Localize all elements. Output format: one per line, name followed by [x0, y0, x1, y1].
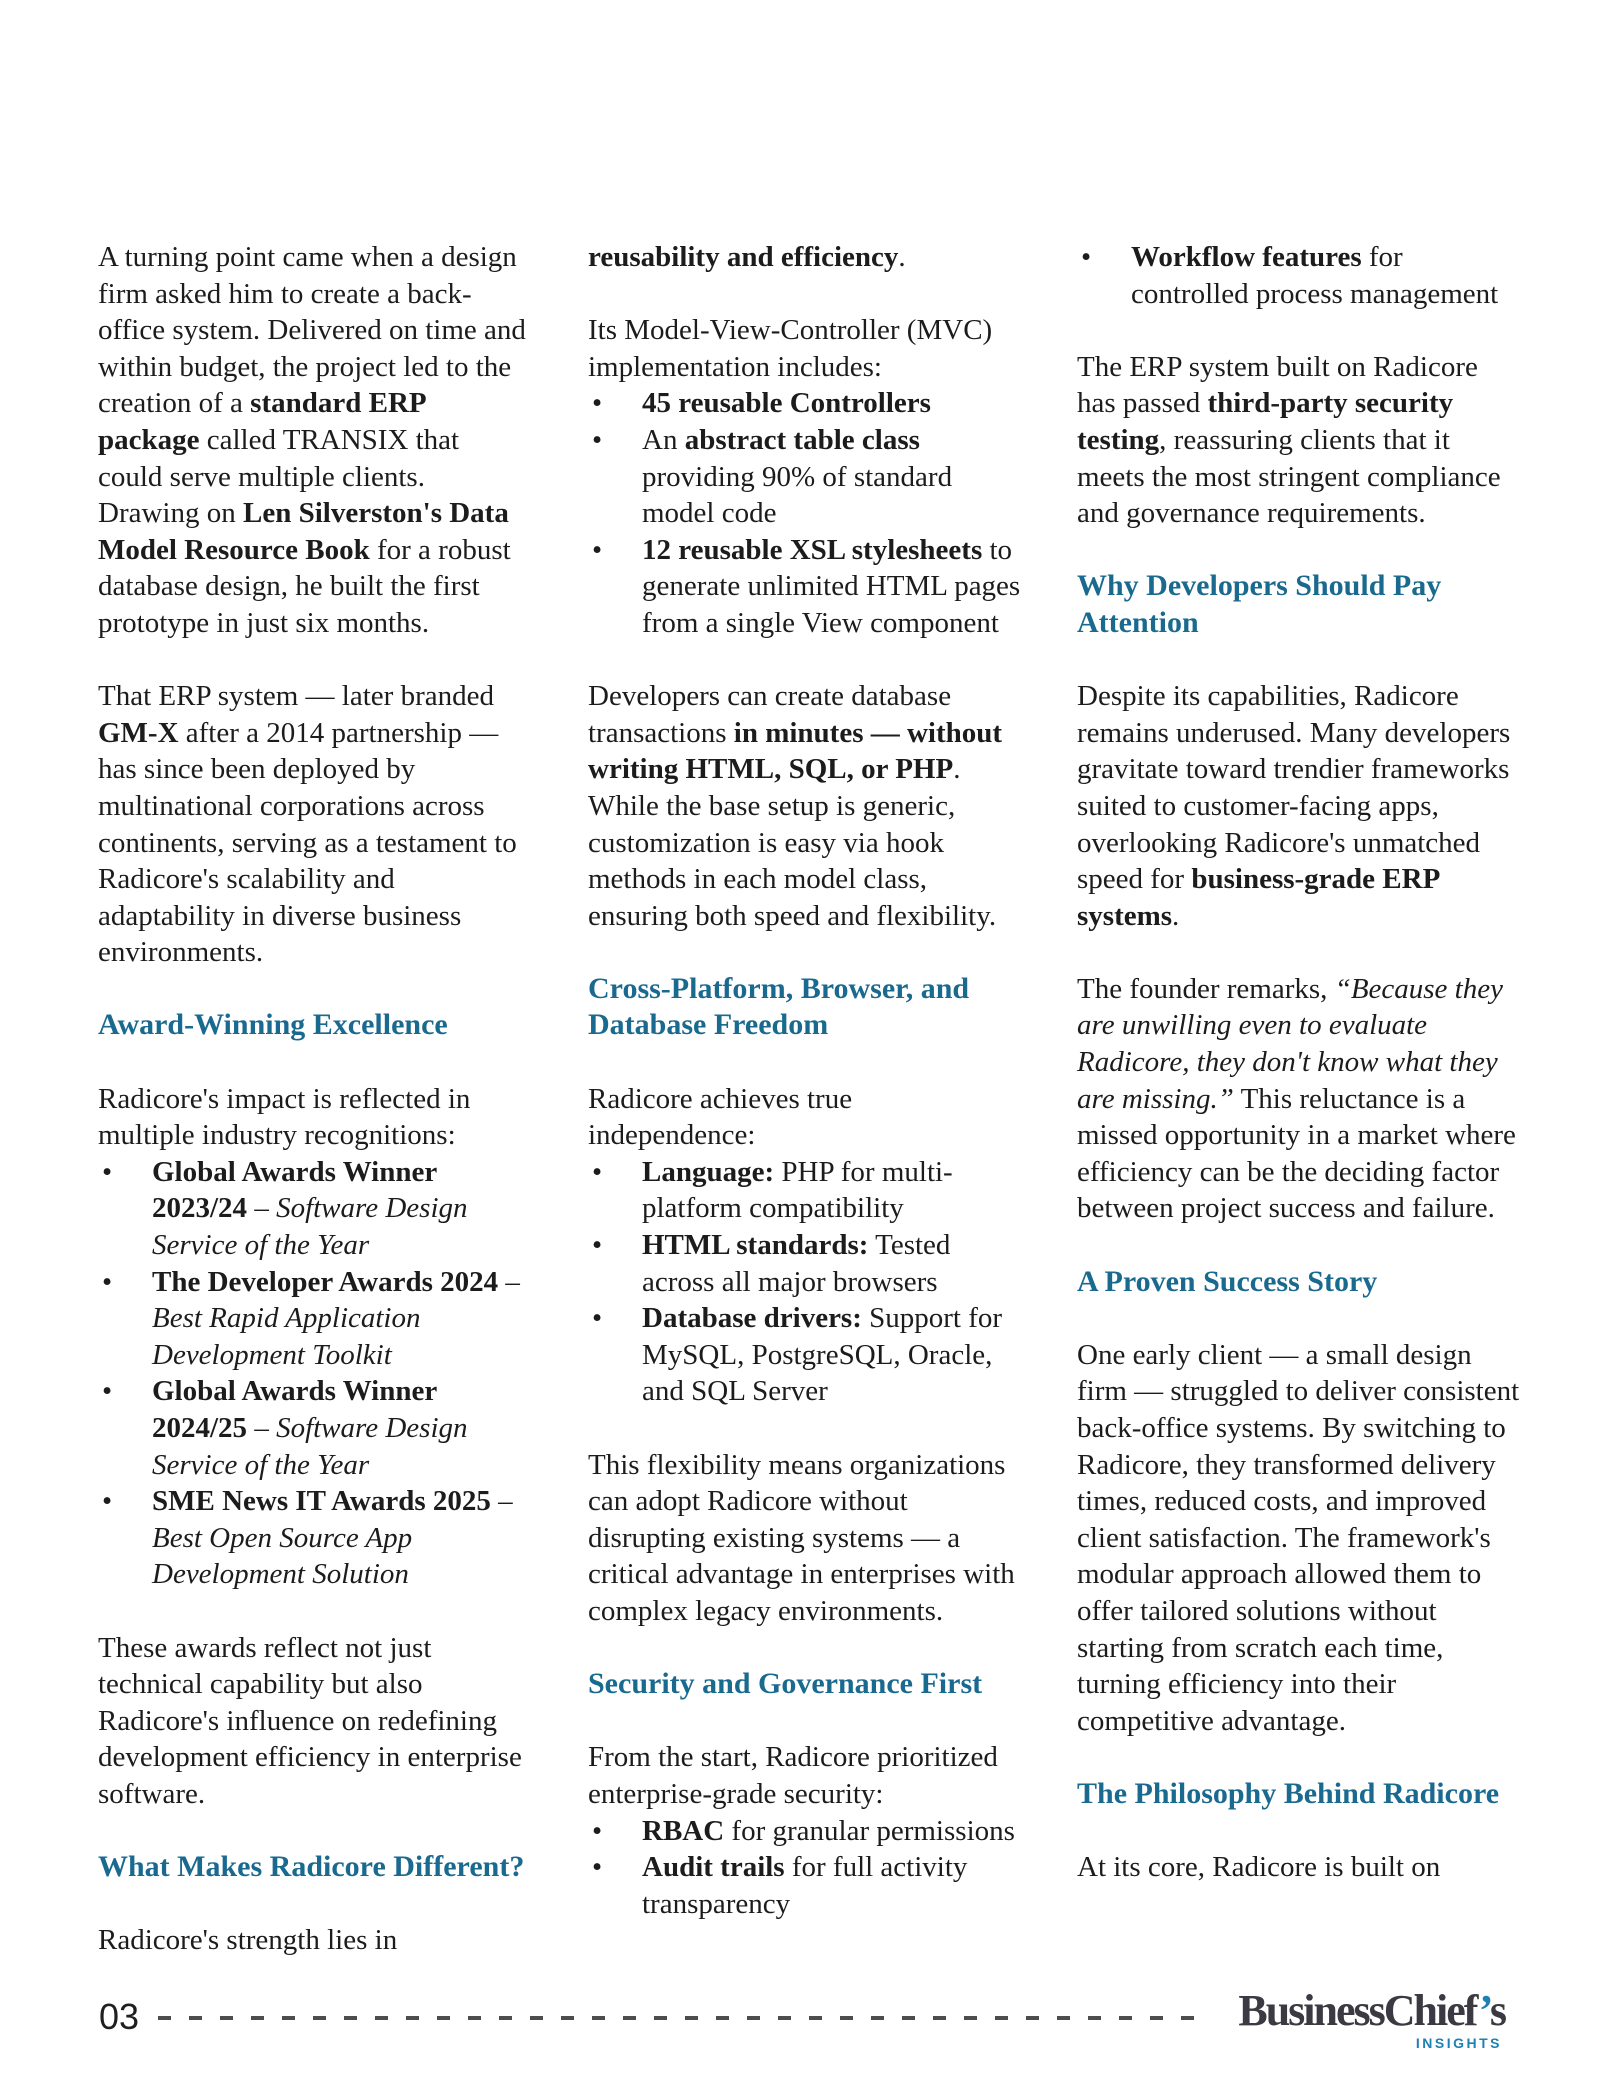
list-item	[588, 1813, 1024, 1850]
brand-wordmark	[1238, 1988, 1505, 2034]
bullet-icon: •	[592, 1302, 603, 1335]
bullet-icon: •	[592, 1814, 603, 1847]
text-run: Global Awards Winner 2023/24	[152, 1155, 437, 1225]
paragraph: Radicore achieves true independence:	[588, 1082, 853, 1152]
bullet-icon: •	[102, 1375, 113, 1408]
text-run: GM-X	[98, 716, 179, 749]
list-item-text	[642, 1229, 950, 1298]
text-run: RBAC	[642, 1814, 725, 1847]
text-run: An	[642, 423, 685, 456]
paragraph: At its core, Radicore is built on	[1077, 1851, 1441, 1884]
text-run: Support for MySQL, PostgreSQL, Oracle, and SQL Server	[642, 1302, 1003, 1408]
text-run: after a 2014 partnership — has since been deployed by multinational corporations across continents, serving as a testament to Radicore's scalability and adaptability in diverse business environments.	[98, 716, 517, 969]
list-item-text	[1131, 241, 1498, 310]
awards-bullet-list	[98, 1154, 528, 1593]
paragraph: One early client — a small design firm — struggled to deliver consistent back-office systems. By switching to Radicore, they transformed delivery times, reduced costs, and improved client satisfaction. The framework's modular approach allowed them to offer tailored solutions without starting from scratch each time, turning efficiency into their competitive advantage.	[1077, 1338, 1520, 1737]
paragraph	[588, 239, 1024, 276]
brand-wordmark-prefix: BusinessChief	[1238, 1986, 1479, 2035]
bullet-icon: •	[592, 423, 603, 456]
list-item-text	[152, 1266, 520, 1371]
list-item-text	[152, 1375, 468, 1480]
bullet-icon: •	[592, 387, 603, 420]
paragraph	[1077, 971, 1520, 1227]
list-item-text	[152, 1485, 513, 1590]
text-run: business-grade ERP systems	[1077, 863, 1439, 932]
bullet-icon: •	[102, 1485, 113, 1518]
text-run: Despite its capabilities, Radicore remains underused. Many developers gravitate toward trendier frameworks suited to customer-facing apps, overlooking Radicore's unmatched speed for	[1077, 680, 1511, 896]
text-run: Software Design Service of the Year	[152, 1192, 468, 1262]
text-run: for granular permissions	[724, 1814, 1015, 1847]
text-run: , reassuring clients that it meets the most stringent compliance and governance requirements.	[1077, 423, 1501, 530]
bullet-icon: •	[592, 1229, 603, 1262]
mvc-bullet-list	[588, 385, 1024, 641]
text-run: Global Awards Winner 2024/25	[152, 1375, 437, 1444]
list-item	[588, 422, 1024, 532]
text-run: SME News IT Awards 2025	[152, 1485, 491, 1518]
text-run: HTML standards:	[642, 1229, 869, 1262]
article-column-right	[1077, 239, 1520, 1996]
text-run: The ERP system built on Radicore has passed	[1077, 350, 1478, 420]
list-item	[98, 1264, 528, 1374]
text-run: in minutes — without writing HTML, SQL, or PHP	[588, 716, 1003, 786]
brand-apostrophe: ’	[1478, 1986, 1490, 2035]
paragraph	[98, 678, 528, 971]
text-run: –	[247, 1412, 277, 1444]
text-run: 12 reusable XSL stylesheets	[642, 533, 983, 566]
page-number: 03	[99, 1996, 140, 2037]
list-item	[98, 1154, 528, 1264]
text-run: Developers can create database transactions	[588, 680, 952, 749]
list-item-text	[642, 534, 1020, 639]
text-run: Language:	[642, 1155, 775, 1188]
text-run: for a robust database design, he built the first prototype in just six months.	[98, 533, 511, 639]
brand-tagline: INSIGHTS	[1415, 2035, 1502, 2051]
section-heading-success-story: A Proven Success Story	[1077, 1264, 1378, 1298]
bullet-icon: •	[1081, 241, 1092, 273]
list-item-text	[642, 1302, 1002, 1407]
text-run: reusability and efficiency	[588, 241, 899, 273]
paragraph: These awards reflect not just technical capability but also Radicore's influence on redefining development efficiency in enterprise software.	[98, 1631, 522, 1810]
text-run: That ERP system — later branded	[98, 680, 494, 713]
text-run: Software Design Service of the Year	[152, 1412, 468, 1481]
text-run: abstract table class	[684, 423, 920, 456]
text-run: Database drivers:	[642, 1302, 862, 1335]
text-run: for controlled process management	[1131, 241, 1499, 310]
text-run: to generate unlimited HTML pages from a single View component	[642, 533, 1021, 639]
footer-dashed-divider	[158, 2016, 1205, 2020]
text-run: for full activity transparency	[642, 1851, 968, 1920]
paragraph	[98, 239, 528, 642]
list-item-text	[642, 1156, 953, 1225]
list-item	[98, 1373, 528, 1483]
paragraph	[1077, 349, 1520, 532]
text-run: standard ERP package	[98, 387, 426, 456]
text-run: –	[498, 1265, 520, 1298]
brand-logo	[1238, 1988, 1505, 2051]
text-run: “Because they are unwilling even to evaluate Radicore, they don't know what they are missing.”	[1077, 972, 1503, 1115]
list-item	[588, 1154, 1024, 1227]
article-column-left	[98, 239, 528, 1996]
text-run: Audit trails	[642, 1851, 785, 1884]
list-item-text	[642, 424, 952, 529]
article-columns	[98, 239, 1520, 1996]
list-item	[588, 1227, 1024, 1300]
list-item	[98, 1483, 528, 1593]
section-heading-cross-platform: Cross-Platform, Browser, and Database Freedom	[588, 971, 970, 1042]
bullet-icon: •	[592, 533, 603, 566]
section-heading-security: Security and Governance First	[588, 1667, 983, 1701]
list-item-text	[152, 1156, 468, 1261]
text-run: providing 90% of standard model code	[642, 460, 953, 530]
article-column-middle	[588, 239, 1024, 1996]
paragraph: This flexibility means organizations can adopt Radicore without disrupting existing systems — a critical advantage in enterprises with complex legacy environments.	[588, 1448, 1015, 1627]
text-run: . While the base setup is generic, customization is easy via hook methods in each model class, ensuring both speed and flexibility.	[588, 753, 997, 932]
paragraph: Its Model-View-Controller (MVC) implementation includes:	[588, 314, 993, 383]
bullet-icon: •	[102, 1265, 113, 1298]
independence-bullet-list	[588, 1154, 1024, 1410]
text-run: PHP for multi-platform compatibility	[642, 1155, 953, 1225]
text-run: Best Rapid Application Development Toolkit	[152, 1302, 421, 1371]
text-run: This reluctance is a missed opportunity in a market where efficiency can be the deciding factor between project success and failure.	[1077, 1082, 1516, 1225]
text-run: Workflow features	[1131, 241, 1362, 273]
paragraph	[588, 678, 1024, 934]
text-run: Len Silverston's Data Model Resource Book	[98, 497, 509, 566]
section-heading-different: What Makes Radicore Different?	[98, 1850, 525, 1884]
list-item-text	[642, 1815, 1015, 1847]
bullet-icon: •	[102, 1155, 113, 1188]
text-run: The founder remarks,	[1077, 972, 1335, 1005]
bullet-icon: •	[592, 1851, 603, 1884]
workflow-bullet-list	[1077, 239, 1520, 312]
paragraph: From the start, Radicore prioritized enterprise-grade security:	[588, 1741, 998, 1810]
security-bullet-list	[588, 1813, 1024, 1923]
text-run: A turning point came when a design firm asked him to create a back-office system. Delivered on time and within budget, the project led to the creation of a	[98, 241, 526, 420]
brand-wordmark-suffix: s	[1489, 1986, 1505, 2035]
text-run: 45 reusable Controllers	[642, 387, 931, 420]
paragraph: Radicore's impact is reflected in multiple industry recognitions:	[98, 1082, 471, 1152]
text-run: called TRANSIX that could serve multiple clients. Drawing on	[98, 423, 460, 530]
bullet-icon: •	[592, 1155, 603, 1188]
list-item	[588, 1849, 1024, 1922]
text-run: .	[898, 241, 906, 273]
text-run: third-party security testing	[1077, 387, 1454, 456]
text-run: –	[247, 1192, 277, 1225]
paragraph	[1077, 678, 1520, 934]
text-run: Tested across all major browsers	[642, 1229, 951, 1298]
paragraph: Radicore's strength lies in	[98, 1924, 398, 1957]
list-item	[588, 1300, 1024, 1410]
list-item	[588, 532, 1024, 642]
list-item-text	[642, 387, 931, 419]
section-heading-awards: Award-Winning Excellence	[98, 1008, 448, 1042]
list-item	[588, 385, 1024, 422]
text-run: –	[490, 1485, 513, 1518]
text-run: Best Open Source App Development Solution	[152, 1521, 413, 1591]
section-heading-why-attention: Why Developers Should Pay Attention	[1077, 569, 1442, 639]
list-item-text	[642, 1851, 967, 1920]
section-heading-philosophy: The Philosophy Behind Radicore	[1077, 1776, 1500, 1810]
text-run: The Developer Awards 2024	[152, 1265, 499, 1298]
list-item	[1077, 239, 1520, 312]
text-run: .	[1172, 899, 1180, 932]
